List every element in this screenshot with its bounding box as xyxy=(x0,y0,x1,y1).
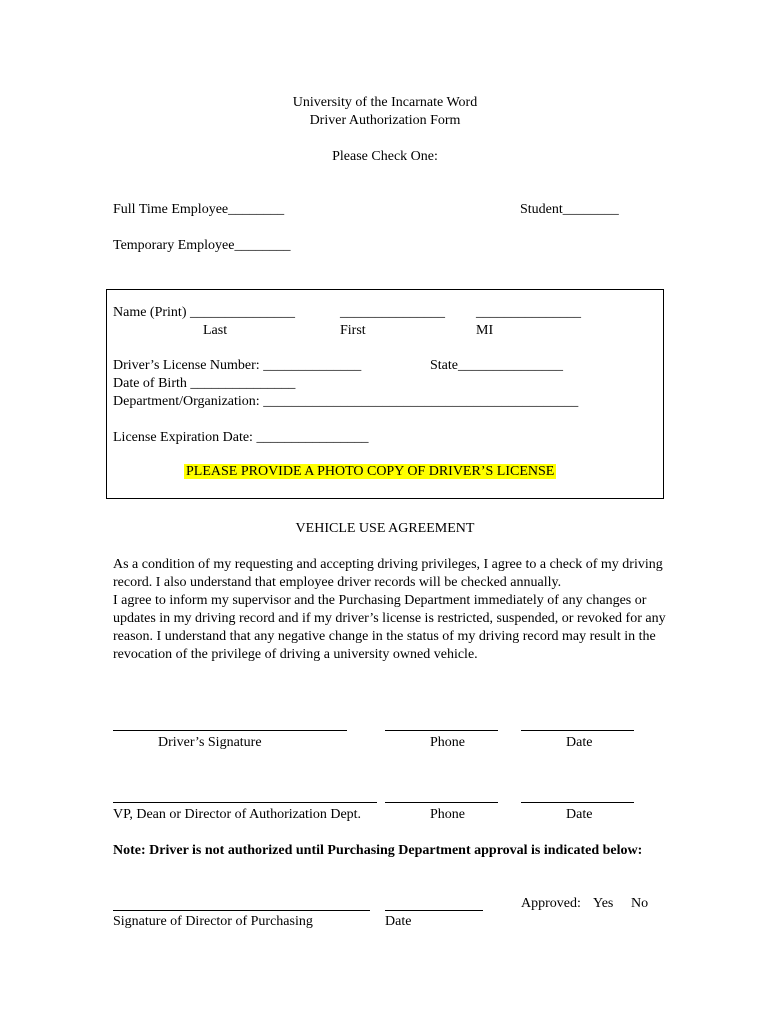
university-name: University of the Incarnate Word xyxy=(292,95,478,110)
agreement-paragraph-1: As a condition of my requesting and accepting driving privileges, I agree to a check of my driving record. I also understand that employee driver records will be checked annually. xyxy=(113,557,663,590)
check-one-label: Please Check One: xyxy=(332,149,438,164)
approval-note: Note: Driver is not authorized until Purchasing Department approval is indicated below: xyxy=(113,843,643,858)
director-signature-line[interactable] xyxy=(113,910,370,911)
driver-signature-line[interactable] xyxy=(113,730,347,731)
approved-no-option[interactable]: No xyxy=(631,896,649,911)
department-field[interactable]: Department/Organization: _____________________________________________ xyxy=(113,394,579,409)
mi-label: MI xyxy=(476,323,494,338)
director-date-line[interactable] xyxy=(385,910,483,911)
vp-signature-line[interactable] xyxy=(113,802,377,803)
driver-phone-line[interactable] xyxy=(385,730,498,731)
form-title: Driver Authorization Form xyxy=(309,113,461,128)
last-label: Last xyxy=(203,323,228,338)
photo-copy-notice: PLEASE PROVIDE A PHOTO COPY OF DRIVER’S LICENSE xyxy=(186,464,555,479)
middle-initial-field[interactable]: _______________ xyxy=(476,305,581,320)
license-expiration-field[interactable]: License Expiration Date: ________________ xyxy=(113,430,369,445)
first-name-field[interactable]: _______________ xyxy=(340,305,445,320)
first-label: First xyxy=(340,323,366,338)
student-option[interactable]: Student________ xyxy=(520,202,619,217)
vp-phone-line[interactable] xyxy=(385,802,498,803)
photo-copy-notice-wrap xyxy=(184,463,556,480)
driver-phone-label: Phone xyxy=(430,735,465,750)
vp-phone-label: Phone xyxy=(430,807,465,822)
name-print-field[interactable]: Name (Print) _______________ xyxy=(113,305,295,320)
full-time-employee-option[interactable]: Full Time Employee________ xyxy=(113,202,285,217)
director-date-label: Date xyxy=(385,914,412,929)
date-of-birth-field[interactable]: Date of Birth _______________ xyxy=(113,376,296,391)
agreement-title: VEHICLE USE AGREEMENT xyxy=(295,521,475,536)
vp-date-label: Date xyxy=(566,807,593,822)
driver-date-line[interactable] xyxy=(521,730,634,731)
driver-date-label: Date xyxy=(566,735,593,750)
approved-label: Approved: xyxy=(521,896,581,911)
director-signature-label: Signature of Director of Purchasing xyxy=(113,914,313,929)
approved-yes-option[interactable]: Yes xyxy=(593,896,614,911)
driver-signature-label: Driver’s Signature xyxy=(158,735,262,750)
vp-dean-label: VP, Dean or Director of Authorization Dept. xyxy=(113,807,362,822)
agreement-text xyxy=(113,556,673,664)
vp-date-line[interactable] xyxy=(521,802,634,803)
license-number-field[interactable]: Driver’s License Number: ______________ xyxy=(113,358,362,373)
state-field[interactable]: State_______________ xyxy=(430,358,563,373)
temporary-employee-option[interactable]: Temporary Employee________ xyxy=(113,238,291,253)
agreement-paragraph-2: I agree to inform my supervisor and the Purchasing Department immediately of any changes or updates in my driving record and if my driver’s license is restricted, suspended, or revoked for any reason. I understand that any negative change in the status of my driving record may result in the revocation of the privilege of driving a university owned vehicle. xyxy=(113,593,666,662)
